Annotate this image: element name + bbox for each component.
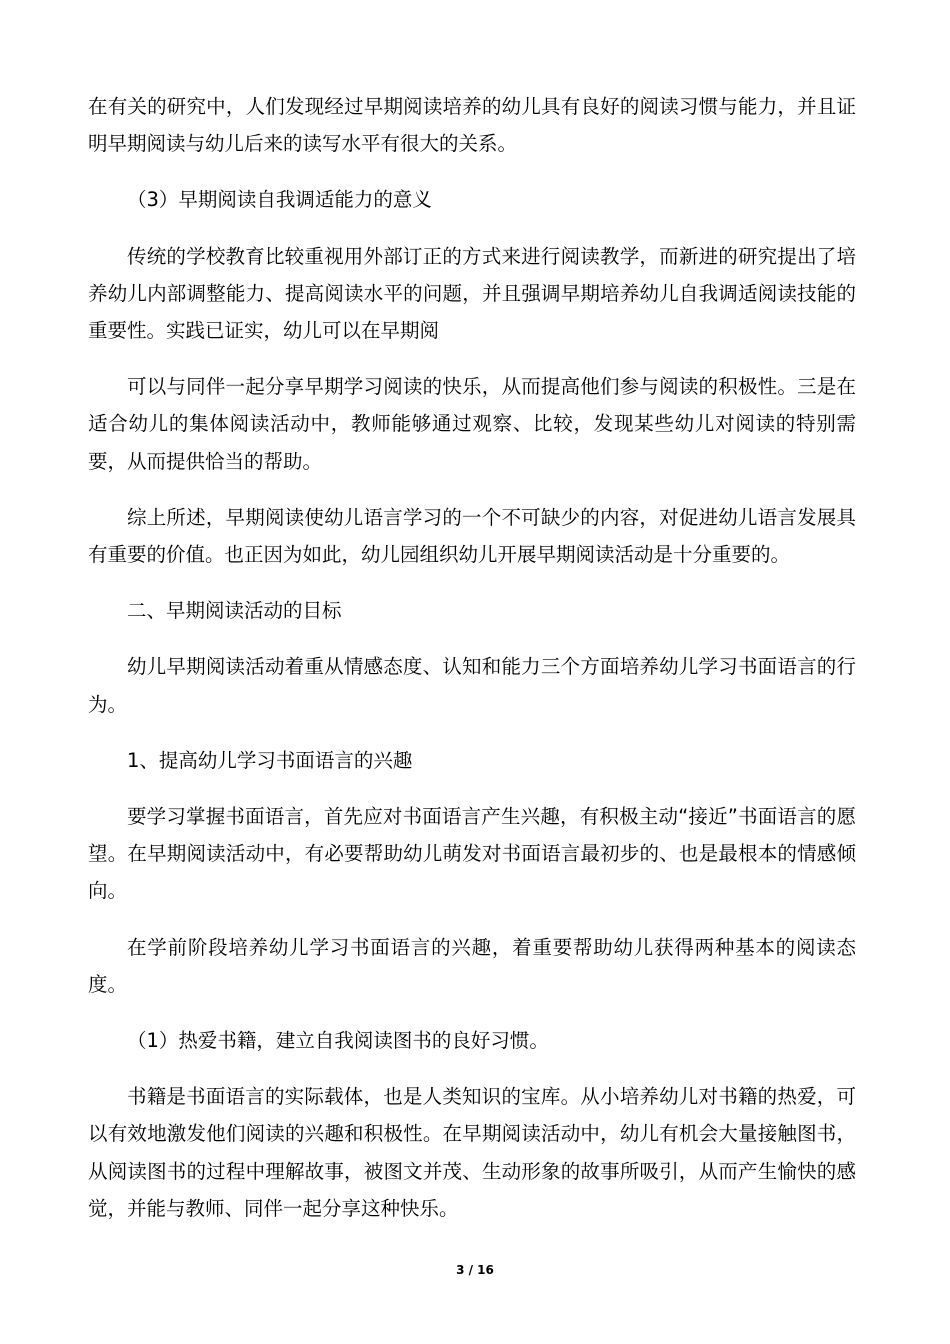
paragraph-6: 要学习掌握书面语言，首先应对书面语言产生兴趣，有积极主动“接近”书面语言的愿望。在早期阅读活动中，有必要帮助幼儿萌发对书面语言最初步的、也是最根本的情感倾向。 — [88, 805, 856, 903]
paragraph-8: 书籍是书面语言的实际载体，也是人类知识的宝库。从小培养幼儿对书籍的热爱，可以有效地激发他们阅读的兴趣和积极性。在早期阅读活动中，幼儿有机会大量接触图书，从阅读图书的过程中理解故事，被图文并茂、生动形象的故事所吸引，从而产生愉快的感觉，并能与教师、同伴一起分享这种快乐。 — [88, 1085, 856, 1220]
page-number: 3 / 16 — [456, 1263, 494, 1277]
paragraph-5: 幼儿早期阅读活动着重从情感态度、认知和能力三个方面培养幼儿学习书面语言的行为。 — [88, 655, 856, 716]
item-heading-1: （1）热爱书籍，建立自我阅读图书的良好习惯。 — [127, 1029, 549, 1053]
section-heading-2: 二、早期阅读活动的目标 — [127, 599, 342, 623]
document-body — [88, 88, 856, 1246]
section-heading-3: （3）早期阅读自我调适能力的意义 — [127, 188, 432, 212]
paragraph-4: 综上所述，早期阅读使幼儿语言学习的一个不可缺少的内容，对促进幼儿语言发展具有重要的价值。也正因为如此，幼儿园组织幼儿开展早期阅读活动是十分重要的。 — [88, 505, 856, 567]
paragraph-1: 在有关的研究中，人们发现经过早期阅读培养的幼儿具有良好的阅读习惯与能力，并且证明早期阅读与幼儿后来的读写水平有很大的关系。 — [88, 95, 856, 156]
paragraph-2: 传统的学校教育比较重视用外部订正的方式来进行阅读教学，而新进的研究提出了培养幼儿内部调整能力、提高阅读水平的问题，并且强调早期培养幼儿自我调适阅读技能的重要性。实践已证实，幼儿可以在早期阅 — [88, 244, 856, 343]
paragraph-7: 在学前阶段培养幼儿学习书面语言的兴趣，着重要帮助幼儿获得两种基本的阅读态度。 — [88, 935, 856, 996]
subsection-heading-1: 1、提高幼儿学习书面语言的兴趣 — [127, 748, 413, 772]
paragraph-3: 可以与同伴一起分享早期学习阅读的快乐，从而提高他们参与阅读的积极性。三是在适合幼儿的集体阅读活动中，教师能够通过观察、比较，发现某些幼儿对阅读的特别需要，从而提供恰当的帮助。 — [88, 375, 856, 473]
